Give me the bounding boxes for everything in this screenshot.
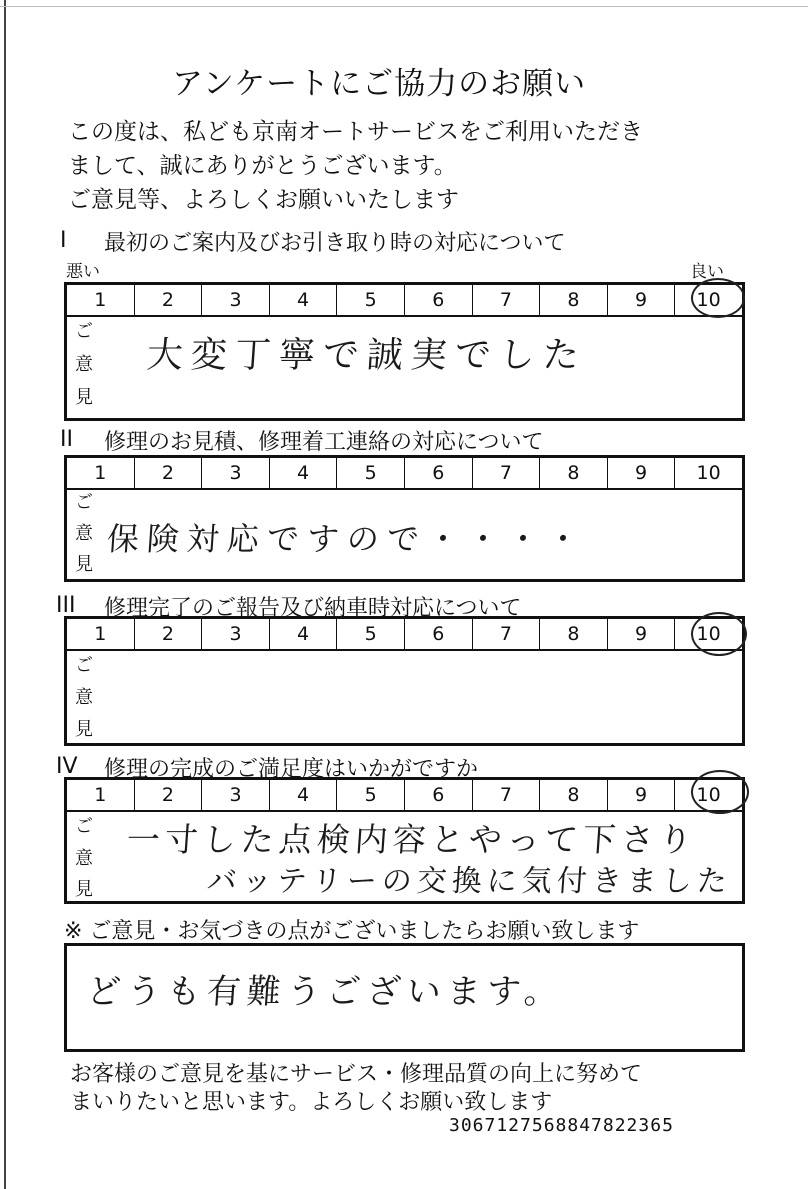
- rating-4[interactable]: 4: [270, 780, 338, 810]
- rating-10[interactable]: 10: [696, 623, 721, 645]
- opinion-char-2: 意: [75, 354, 93, 375]
- rating-8[interactable]: 8: [540, 458, 608, 488]
- rating-7[interactable]: 7: [473, 285, 541, 315]
- opinion-char-1: ご: [75, 492, 93, 513]
- page-top-edge: [0, 6, 808, 7]
- rating-10[interactable]: 10: [696, 784, 721, 806]
- rating-1[interactable]: 1: [67, 619, 135, 649]
- section-1-numeral: I: [60, 228, 67, 253]
- rating-4[interactable]: 4: [270, 285, 338, 315]
- rating-6[interactable]: 6: [405, 619, 473, 649]
- opinion-char-2: 意: [75, 523, 93, 544]
- rating-5[interactable]: 5: [337, 619, 405, 649]
- rating-7[interactable]: 7: [473, 619, 541, 649]
- page-left-edge: [4, 0, 6, 1189]
- rating-1[interactable]: 1: [67, 285, 135, 315]
- rating-10-circle: [691, 612, 747, 656]
- section-2-comment: 保険対応ですので・・・・: [105, 520, 589, 558]
- rating-3[interactable]: 3: [202, 619, 270, 649]
- extra-comment-box: [64, 943, 745, 1052]
- section-4-comment-line-2: バッテリーの交換に気付きました: [205, 864, 733, 899]
- rating-9[interactable]: 9: [608, 619, 676, 649]
- closing-line-2: まいりたいと思います。よろしくお願い致します: [70, 1090, 553, 1115]
- rating-6[interactable]: 6: [405, 780, 473, 810]
- rating-2[interactable]: 2: [135, 285, 203, 315]
- serial-number: 3067127568847822365: [449, 1115, 674, 1136]
- section-3-numeral: III: [56, 593, 76, 618]
- section-4-box: [64, 777, 745, 904]
- rating-5[interactable]: 5: [337, 458, 405, 488]
- section-3-heading: 修理完了のご報告及び納車時対応について: [104, 596, 522, 621]
- rating-6[interactable]: 6: [405, 458, 473, 488]
- opinion-char-1: ご: [75, 321, 93, 342]
- closing-line-1: お客様のご意見を基にサービス・修理品質の向上に努めて: [70, 1062, 643, 1087]
- rating-9[interactable]: 9: [608, 458, 676, 488]
- section-1-heading: 最初のご案内及びお引き取り時の対応について: [104, 231, 566, 256]
- rating-scale: [67, 458, 742, 490]
- section-2-numeral: II: [60, 427, 73, 452]
- opinion-char-1: ご: [75, 816, 93, 837]
- rating-scale: [67, 780, 742, 812]
- rating-6[interactable]: 6: [405, 285, 473, 315]
- intro-line-1: この度は、私ども京南オートサービスをご利用いただき: [68, 119, 643, 145]
- rating-8[interactable]: 8: [540, 780, 608, 810]
- section-4-numeral: IV: [56, 754, 78, 779]
- rating-8[interactable]: 8: [540, 285, 608, 315]
- rating-3[interactable]: 3: [202, 780, 270, 810]
- intro-line-3: ご意見等、よろしくお願いいたします: [68, 187, 459, 213]
- rating-9[interactable]: 9: [608, 780, 676, 810]
- rating-8[interactable]: 8: [540, 619, 608, 649]
- form-title: アンケートにご協力のお願い: [172, 66, 587, 102]
- scale-label-good: 良い: [690, 262, 724, 282]
- intro-line-2: まして、誠にありがとうございます。: [68, 153, 457, 179]
- opinion-char-3: 見: [75, 719, 93, 740]
- section-4-heading: 修理の完成のご満足度はいかがですか: [104, 757, 479, 782]
- rating-5[interactable]: 5: [337, 285, 405, 315]
- rating-2[interactable]: 2: [135, 458, 203, 488]
- extra-comment: どうも有難うございます。: [85, 972, 566, 1012]
- rating-4[interactable]: 4: [270, 458, 338, 488]
- scale-label-bad: 悪い: [66, 262, 100, 282]
- section-1-box: [64, 282, 745, 421]
- rating-3[interactable]: 3: [202, 458, 270, 488]
- rating-2[interactable]: 2: [135, 780, 203, 810]
- opinion-char-1: ご: [75, 655, 93, 676]
- rating-7[interactable]: 7: [473, 458, 541, 488]
- rating-1[interactable]: 1: [67, 780, 135, 810]
- rating-10[interactable]: 10: [696, 289, 721, 311]
- rating-10[interactable]: 10: [696, 462, 721, 484]
- rating-9[interactable]: 9: [608, 285, 676, 315]
- opinion-char-3: 見: [75, 554, 93, 575]
- opinion-char-2: 意: [75, 848, 93, 869]
- rating-1[interactable]: 1: [67, 458, 135, 488]
- opinion-char-3: 見: [75, 387, 93, 408]
- rating-10-circle: [691, 278, 745, 318]
- extra-heading: ※ ご意見・お気づきの点がございましたらお願い致します: [64, 919, 640, 944]
- rating-5[interactable]: 5: [337, 780, 405, 810]
- section-3-box: [64, 616, 745, 746]
- section-4-comment-line-1: 一寸した点検内容とやって下さり: [125, 820, 699, 859]
- rating-7[interactable]: 7: [473, 780, 541, 810]
- rating-scale: [67, 285, 742, 317]
- section-1-comment: 大変丁寧で誠実でした: [145, 335, 589, 376]
- rating-2[interactable]: 2: [135, 619, 203, 649]
- rating-4[interactable]: 4: [270, 619, 338, 649]
- section-2-heading: 修理のお見積、修理着工連絡の対応について: [104, 430, 544, 455]
- rating-scale: [67, 619, 742, 651]
- rating-3[interactable]: 3: [202, 285, 270, 315]
- section-2-box: [64, 455, 745, 582]
- rating-10-circle: [691, 770, 749, 814]
- opinion-char-2: 意: [75, 687, 93, 708]
- opinion-char-3: 見: [75, 879, 93, 900]
